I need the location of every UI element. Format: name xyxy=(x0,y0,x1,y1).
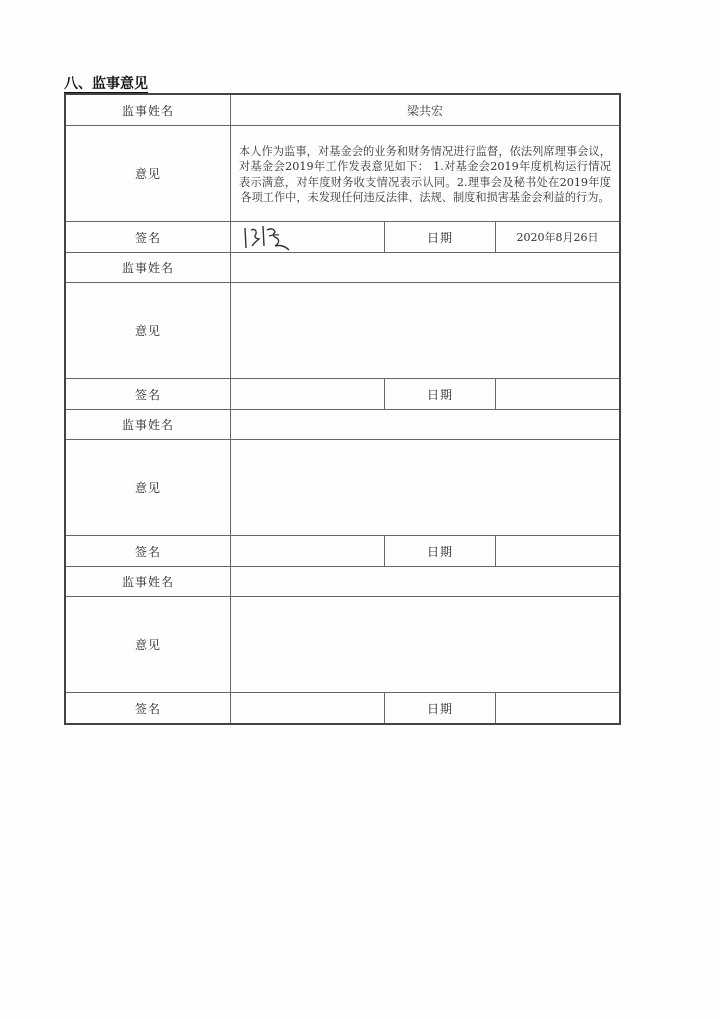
supervisor-name-value xyxy=(231,253,619,282)
supervisor-name-row xyxy=(66,566,619,596)
signature-value xyxy=(231,693,385,723)
opinion-row xyxy=(66,439,619,535)
signature-label: 签名 xyxy=(66,693,231,723)
supervisor-name-label: 监事姓名 xyxy=(66,567,231,596)
signature-value xyxy=(231,536,385,566)
supervisor-name-label: 监事姓名 xyxy=(66,95,231,125)
supervisor-opinion-table xyxy=(64,93,621,725)
opinion-row xyxy=(66,596,619,692)
date-value xyxy=(496,536,619,566)
date-value xyxy=(496,693,619,723)
date-label: 日期 xyxy=(385,536,496,566)
handwritten-signature xyxy=(231,222,385,252)
date-label: 日期 xyxy=(385,379,496,409)
supervisor-name-row xyxy=(66,252,619,282)
signature-scribble-icon xyxy=(239,222,309,252)
signature-label: 签名 xyxy=(66,536,231,566)
opinion-value-cell xyxy=(231,283,619,378)
opinion-label: 意见 xyxy=(66,597,231,692)
signature-value xyxy=(231,379,385,409)
date-label: 日期 xyxy=(385,693,496,723)
signature-row xyxy=(66,221,619,252)
signature-row xyxy=(66,535,619,566)
date-label: 日期 xyxy=(385,222,496,252)
date-value xyxy=(496,379,619,409)
supervisor-name-row xyxy=(66,409,619,439)
opinion-row xyxy=(66,282,619,378)
date-value: 2020年8月26日 xyxy=(516,231,599,244)
opinion-label: 意见 xyxy=(66,126,231,221)
opinion-value-cell xyxy=(231,440,619,535)
signature-label: 签名 xyxy=(66,222,231,252)
supervisor-name-value xyxy=(231,410,619,439)
signature-label: 签名 xyxy=(66,379,231,409)
opinion-value-cell xyxy=(231,597,619,692)
supervisor-name-label: 监事姓名 xyxy=(66,410,231,439)
opinion-label: 意见 xyxy=(66,440,231,535)
supervisor-name-row xyxy=(66,95,619,125)
opinion-value-cell xyxy=(231,126,619,221)
signature-row xyxy=(66,692,619,723)
section-title: 八、监事意见 xyxy=(64,76,148,92)
opinion-label: 意见 xyxy=(66,283,231,378)
supervisor-name-value xyxy=(231,567,619,596)
supervisor-name-value: 梁共宏 xyxy=(406,103,443,118)
opinion-row xyxy=(66,125,619,221)
supervisor-name-label: 监事姓名 xyxy=(66,253,231,282)
signature-row xyxy=(66,378,619,409)
opinion-text: 本人作为监事，对基金会的业务和财务情况进行监督，依法列席理事会议，对基金会2019年工作发表意见如下： 1.对基金会2019年度机构运行情况表示满意，对年度财务收支情况表示认同。2.理事会及秘书处在2019年度各项工作中，未发现任何违反法律、法规、制度和损害基金会利益的行为。 xyxy=(239,144,611,204)
